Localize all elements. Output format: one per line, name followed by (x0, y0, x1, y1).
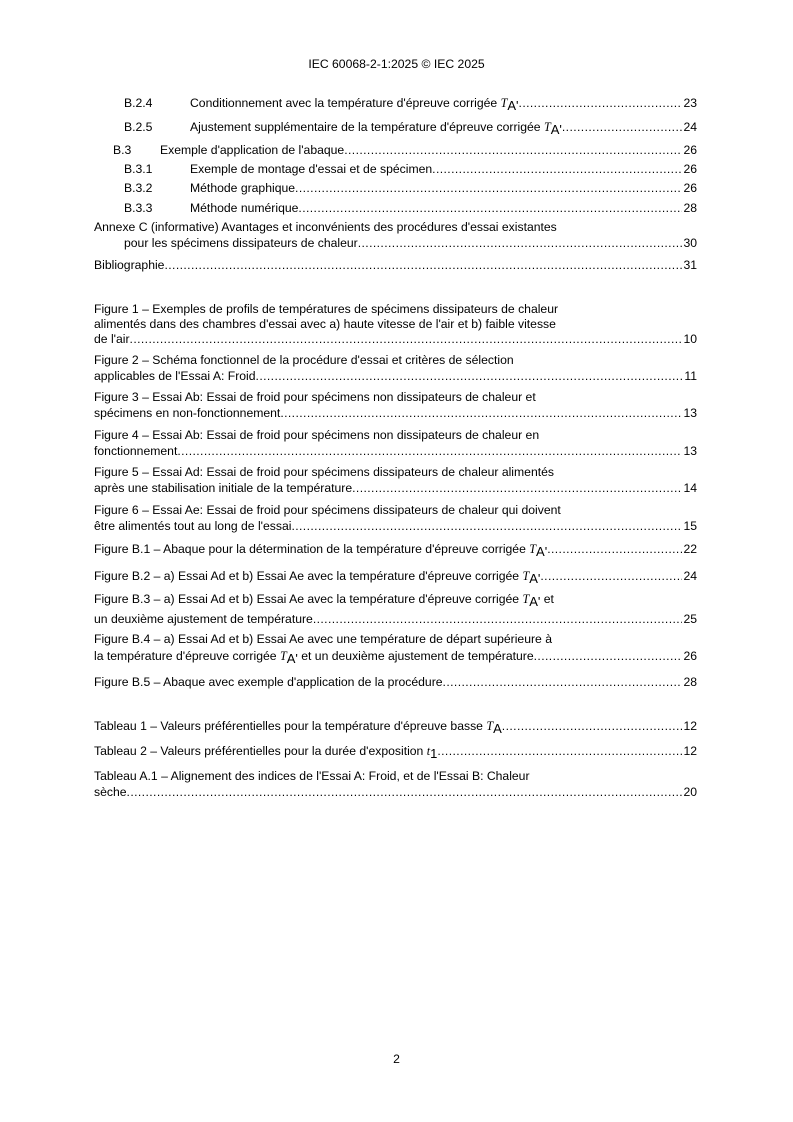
table-a1-line1[interactable]: Tableau A.1 – Alignement des indices de l'Essai A: Froid, et de l'Essai B: Chaleur (94, 769, 530, 783)
leader-dots (256, 369, 684, 383)
toc-title: Méthode graphique (190, 181, 296, 195)
symbol-subscript: 1 (430, 746, 438, 758)
figure-3-line1[interactable]: Figure 3 – Essai Ab: Essai de froid pour spécimens non dissipateurs de chaleur et (94, 390, 536, 404)
symbol: t (426, 744, 431, 758)
figure-b3-line1[interactable] (94, 592, 697, 609)
entry-page: 25 (683, 612, 697, 626)
entry-page: 13 (683, 444, 697, 458)
symbol: T (500, 96, 508, 110)
leader-dots (562, 120, 683, 134)
figure-2-entry[interactable] (94, 367, 697, 383)
toc-page: 26 (683, 143, 697, 157)
toc-number: B.3.3 (124, 201, 153, 215)
toc-page: 26 (683, 181, 697, 195)
toc-entry-b33[interactable] (124, 199, 697, 215)
entry-title: Figure B.1 – Abaque pour la détermination de la température d'épreuve corrigée (94, 542, 526, 556)
entry-title: sèche (94, 785, 127, 799)
toc-title: Ajustement supplémentaire de la température d'épreuve corrigée (190, 120, 541, 134)
figure-6-line1[interactable]: Figure 6 – Essai Ae: Essai de froid pour spécimens dissipateurs de chaleur qui doivent (94, 503, 561, 517)
toc-page: 30 (683, 236, 697, 250)
figure-1-line1[interactable]: Figure 1 – Exemples de profils de températures de spécimens dissipateurs de chaleur (94, 302, 559, 316)
toc-entry-b31[interactable] (124, 160, 697, 176)
entry-title: Figure B.3 – a) Essai Ad et b) Essai Ae avec la température d'épreuve corrigée (94, 592, 520, 606)
entry-page: 24 (683, 569, 697, 583)
entry-title: Figure B.2 – a) Essai Ad et b) Essai Ae avec la température d'épreuve corrigée (94, 569, 520, 583)
figure-b3-entry[interactable] (94, 610, 697, 626)
entry-page: 12 (683, 744, 697, 758)
table-2-entry[interactable] (94, 742, 697, 758)
leader-dots (358, 236, 683, 250)
entry-page: 15 (683, 519, 697, 533)
entry-title: Figure B.5 – Abaque avec exemple d'application de la procédure (94, 675, 443, 689)
symbol-subscript: A' (507, 98, 519, 110)
toc-number: B.3.2 (124, 181, 153, 195)
leader-dots (540, 569, 682, 583)
toc-title: Conditionnement avec la température d'épreuve corrigée (190, 96, 498, 110)
toc-entry-b25[interactable] (124, 118, 697, 134)
leader-dots (519, 96, 683, 110)
leader-dots (534, 649, 683, 663)
toc-annex-c-line1[interactable]: Annexe C (informative) Avantages et inconvénients des procédures d'essai existantes (94, 220, 557, 234)
leader-dots (432, 162, 682, 176)
toc-number: B.2.5 (124, 120, 153, 134)
entry-title: spécimens en non-fonctionnement (94, 406, 281, 420)
leader-dots (547, 542, 682, 556)
toc-entry-b24[interactable] (124, 94, 697, 110)
entry-title: de l'air (94, 332, 130, 346)
page-header: IEC 60068-2-1:2025 © IEC 2025 (308, 57, 485, 71)
table-1-entry[interactable] (94, 717, 697, 733)
figure-6-entry[interactable] (94, 517, 697, 533)
entry-page: 22 (683, 542, 697, 556)
entry-page: 26 (683, 649, 697, 663)
figure-1-entry[interactable] (94, 330, 697, 346)
entry-page: 20 (683, 785, 697, 799)
toc-number: B.2.4 (124, 96, 153, 110)
leader-dots (164, 258, 682, 272)
table-a1-entry[interactable] (94, 783, 697, 799)
symbol-subscript: A' (529, 571, 541, 583)
leader-dots (437, 744, 682, 758)
leader-dots (295, 181, 682, 195)
leader-dots (130, 332, 683, 346)
entry-title: fonctionnement (94, 444, 178, 458)
figure-3-entry[interactable] (94, 404, 697, 420)
leader-dots (443, 675, 683, 689)
symbol-subscript: A' (529, 594, 541, 609)
entry-page: 14 (683, 481, 697, 495)
leader-dots (298, 201, 682, 215)
leader-dots (313, 612, 683, 626)
entry-page: 12 (683, 719, 697, 733)
leader-dots (344, 143, 682, 157)
figure-4-entry[interactable] (94, 442, 697, 458)
entry-title-end: et (540, 592, 554, 606)
entry-title: Tableau 2 – Valeurs préférentielles pour la durée d'exposition (94, 744, 424, 758)
figure-b5-entry[interactable] (94, 673, 697, 689)
entry-page: 13 (683, 406, 697, 420)
toc-page: 26 (683, 162, 697, 176)
entry-title: applicables de l'Essai A: Froid (94, 369, 256, 383)
symbol-subscript: A' (286, 651, 298, 663)
leader-dots (177, 444, 682, 458)
entry-title: Tableau 1 – Valeurs préférentielles pour la température d'épreuve basse (94, 719, 483, 733)
toc-entry-b3[interactable] (113, 141, 697, 157)
symbol-subscript: A' (536, 544, 548, 556)
toc-number: B.3 (113, 143, 132, 157)
figure-5-entry[interactable] (94, 479, 697, 495)
toc-title: Exemple de montage d'essai et de spécimen (190, 162, 433, 176)
toc-page: 23 (683, 96, 697, 110)
leader-dots (127, 785, 683, 799)
figure-b4-entry[interactable] (94, 647, 697, 663)
figure-1-line2[interactable]: alimentés dans des chambres d'essai avec a) haute vitesse de l'air et b) faible vitesse (94, 317, 556, 331)
entry-title: être alimentés tout au long de l'essai (94, 519, 292, 533)
toc-page: 24 (683, 120, 697, 134)
figure-b1-entry[interactable] (94, 540, 697, 556)
entry-title: un deuxième ajustement de température (94, 612, 313, 626)
entry-title-end: et un deuxième ajustement de température (297, 649, 534, 663)
toc-entry-annex-c[interactable] (124, 234, 697, 250)
page-number: 2 (393, 1052, 400, 1066)
toc-title: Bibliographie (94, 258, 165, 272)
toc-title: pour les spécimens dissipateurs de chaleur (124, 236, 358, 250)
symbol: T (279, 649, 287, 663)
toc-entry-bibliographie[interactable] (94, 256, 697, 272)
leader-dots (280, 406, 682, 420)
entry-title: après une stabilisation initiale de la température (94, 481, 353, 495)
symbol: T (522, 569, 530, 583)
symbol: T (543, 120, 551, 134)
leader-dots (502, 719, 683, 733)
leader-dots (291, 519, 682, 533)
symbol-subscript: A' (550, 122, 562, 134)
symbol-subscript: A (493, 721, 502, 733)
symbol: T (486, 719, 494, 733)
entry-page: 11 (684, 369, 697, 383)
entry-page: 10 (683, 332, 697, 346)
figure-b4-line1[interactable]: Figure B.4 – a) Essai Ad et b) Essai Ae avec une température de départ supérieure à (94, 632, 552, 646)
toc-number: B.3.1 (124, 162, 153, 176)
symbol: T (522, 592, 530, 606)
figure-4-line1[interactable]: Figure 4 – Essai Ab: Essai de froid pour spécimens non dissipateurs de chaleur en (94, 428, 540, 442)
figure-b2-entry[interactable] (94, 567, 697, 583)
leader-dots (352, 481, 682, 495)
entry-page: 28 (683, 675, 697, 689)
toc-title: Exemple d'application de l'abaque (160, 143, 345, 157)
toc-page: 31 (683, 258, 697, 272)
toc-entry-b32[interactable] (124, 179, 697, 195)
symbol: T (529, 542, 537, 556)
figure-5-line1[interactable]: Figure 5 – Essai Ad: Essai de froid pour spécimens dissipateurs de chaleur alimentés (94, 465, 554, 479)
entry-title: la température d'épreuve corrigée (94, 649, 277, 663)
toc-page: 28 (683, 201, 697, 215)
toc-title: Méthode numérique (190, 201, 299, 215)
figure-2-line1[interactable]: Figure 2 – Schéma fonctionnel de la procédure d'essai et critères de sélection (94, 353, 514, 367)
